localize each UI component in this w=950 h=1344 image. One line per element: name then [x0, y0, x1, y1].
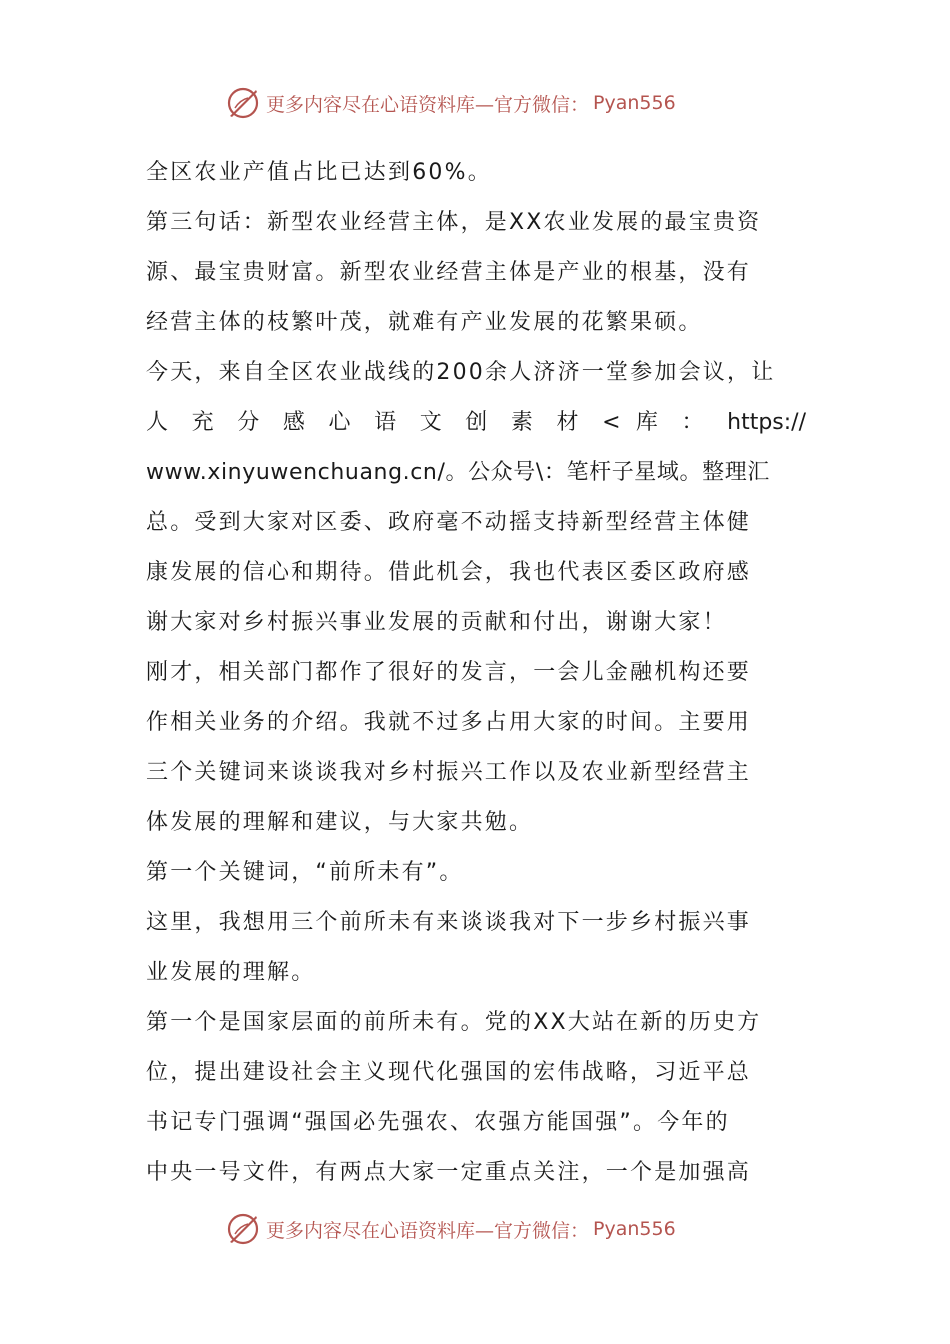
text-line: 今天，来自全区农业战线的200余人济济一堂参加会议，让: [146, 360, 776, 385]
text-line: 作相关业务的介绍。我就不过多占用大家的时间。主要用: [146, 710, 752, 735]
text-line: 刚才，相关部门都作了很好的发言，一会儿金融机构还要: [146, 660, 752, 685]
text-line: 三个关键词来谈谈我对乡村振兴工作以及农业新型经营主: [146, 760, 752, 785]
watermark-wechat-id: Pyan556: [593, 92, 676, 114]
footer-watermark: [226, 1212, 676, 1246]
text-line: 人 充 分 感 心 语 文 创 素 材 < 库 ： https://: [146, 410, 806, 435]
watermark-text: 更多内容尽在心语资料库—官方微信：: [266, 93, 590, 116]
watermark-text: 更多内容尽在心语资料库—官方微信：: [266, 1219, 590, 1242]
text-line: 第一个关键词，“前所未有”。: [146, 860, 464, 885]
text-line: 经营主体的枝繁叶茂，就难有产业发展的花繁果硕。: [146, 310, 703, 335]
text-line: 康发展的信心和期待。借此机会，我也代表区委区政府感: [146, 560, 752, 585]
text-line: www.xinyuwenchuang.cn/。公众号\：笔杆子星域。整理汇: [146, 460, 770, 485]
text-line: 第三句话：新型农业经营主体，是XX农业发展的最宝贵资: [146, 210, 762, 235]
text-line: 第一个是国家层面的前所未有。党的XX大站在新的历史方: [146, 1010, 762, 1035]
text-line: 总。受到大家对区委、政府毫不动摇支持新型经营主体健: [146, 510, 752, 535]
text-line: 体发展的理解和建议，与大家共勉。: [146, 810, 534, 835]
text-line: 书记专门强调“强国必先强农、农强方能国强”。今年的: [146, 1110, 730, 1135]
text-line: 这里，我想用三个前所未有来谈谈我对下一步乡村振兴事: [146, 910, 752, 935]
text-line: 位，提出建设社会主义现代化强国的宏伟战略，习近平总: [146, 1060, 752, 1085]
text-line: 全区农业产值占比已达到60%。: [146, 160, 492, 185]
document-body: [146, 148, 806, 1198]
watermark-wechat-id: Pyan556: [593, 1218, 676, 1240]
text-line: 源、最宝贵财富。新型农业经营主体是产业的根基，没有: [146, 260, 752, 285]
text-line: 中央一号文件，有两点大家一定重点关注，一个是加强高: [146, 1160, 752, 1185]
pen-logo-icon: [226, 86, 262, 120]
text-line: 谢大家对乡村振兴事业发展的贡献和付出，谢谢大家！: [146, 610, 727, 635]
pen-logo-icon: [226, 1212, 262, 1246]
header-watermark: [226, 86, 676, 120]
text-line: 业发展的理解。: [146, 960, 316, 985]
